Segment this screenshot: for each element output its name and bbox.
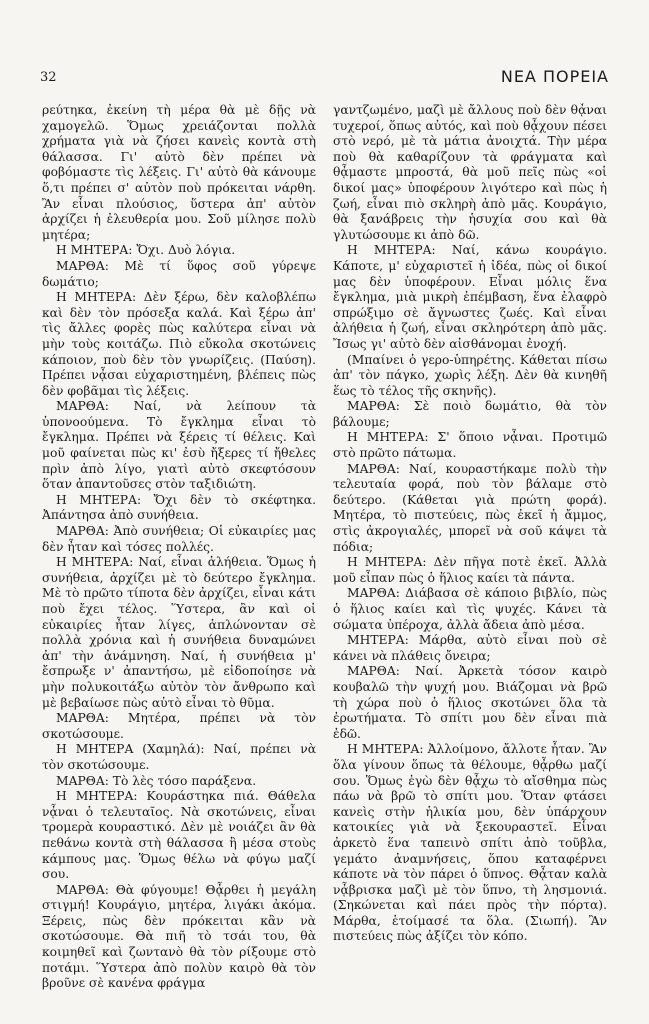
paragraph: ΜΑΡΘΑ: Σὲ ποιὸ δωμάτιο, θὰ τὸν βάλουμε; [333, 399, 607, 429]
paragraph: ΜΑΡΘΑ: Θὰ φύγουμε! Θᾆρθει ἡ μεγάλη στιγμή! Κουράγιο, μητέρα, λιγάκι ἀκόμα. Ξέρεις, πὼς δὲν πρόκειται κἂν νὰ σκοτώσουμε. Θὰ πιῆ τὸ τσάι του, θὰ κοιμηθεῖ καὶ ζωντανὸ θὰ τὸν ρίξουμε στὸ ποτάμι. Ὕστερα ἀπὸ πολὺν καιρὸ θὰ τὸν βροῦνε σὲ κανένα φράγμα [42, 882, 316, 991]
paragraph: ρεύτηκα, ἐκείνη τὴ μέρα θὰ μὲ δῇς νὰ χαμογελῶ. Ὅμως χρειάζονται πολλὰ χρήματα γιὰ νὰ ζήσει κανεὶς κοντὰ στὴ θάλασσα. Γι' αὐτὸ δὲν πρέπει νὰ φοβόμαστε τὶς λέξεις. Γι' αὐτὸ θὰ κάνουμε ὅ,τι πρέπει σ' αὐτὸν ποὺ πρόκειται νάρθη. Ἂν εἶναι πλούσιος, ὕστερα ἀπ' αὐτὸν ἀρχίζει ἡ ἐλευθερία μου. Σοῦ μίλησε πολὺ μητέρα; [42, 103, 316, 242]
paragraph: Η ΜΗΤΕΡΑ: Ὄχι δὲν τὸ σκέφτηκα. Ἀπάντησα ἀπὸ συνήθεια. [42, 492, 316, 523]
paragraph: Η ΜΗΤΕΡΑ: Ναί, εἶναι ἀλήθεια. Ὅμως ἡ συνήθεια, ἀρχίζει μὲ τὸ δεύτερο ἔγκλημα. Μὲ τὸ πρῶτο τίποτα δὲν ἀρχίζει, εἶναι κάτι ποὺ ἔχει τέλος. Ὕστερα, ἂν καὶ οἱ εὐκαιρίες ἦταν λίγες, ἁπλώνονταν σὲ πολλὰ χρόνια καὶ ἡ συνήθεια δυναμώνει ἀπ' τὴν ἀνάμνηση. Ναί, ἡ συνήθεια μ' ἔσπρωξε ν' ἀπαντήσω, μὲ εἰδοποίησε νὰ μὴν πολυκοιτάξω αὐτὸν τὸν ἄνθρωπο καὶ μὲ βεβαίωσε πὼς αὐτὸ εἶναι τὸ θῦμα. [42, 555, 316, 710]
paragraph: ΜΑΡΘΑ: Διάβασα σὲ κάποιο βιβλίο, πὼς ὁ ἥλιος καίει καὶ τὶς ψυχές. Κάνει τὰ σώματα ὑπέροχα, ἀλλὰ ἄδεια ἀπὸ μέσα. [333, 586, 607, 632]
running-title: ΝΕΑ ΠΟΡΕΙΑ [500, 67, 609, 86]
text-column-left [42, 103, 316, 1003]
paragraph: (Μπαίνει ὁ γερο-ὑπηρέτης. Κάθεται πίσω ἀπ' τὸν πάγκο, χωρὶς λέξη. Δὲν θὰ κινηθῆ ἕως τὸ τέλος τῆς σκηνῆς). [333, 352, 607, 398]
page-number: 32 [40, 70, 57, 85]
paragraph: ΜΑΡΘΑ: Ναί, νὰ λείπουν τὰ ὑπονοούμενα. Τὸ ἔγκλημα εἶναι τὸ ἔγκλημα. Πρέπει νὰ ξέρεις τί θέλεις. Καὶ μοῦ φαίνεται πὼς κι' ἐσὺ ἤξερες τί ἤθελες πρὶν ἀπὸ λίγο, γιατὶ αὐτὸ σκεφτόσουν ὅταν ἀπαντοῦσες στὸν ταξιδιώτη. [42, 399, 316, 492]
paragraph: ΜΗΤΕΡΑ: Μάρθα, αὐτὸ εἶναι ποὺ σὲ κάνει νὰ πλάθεις ὄνειρα; [333, 633, 607, 663]
paragraph: Η ΜΗΤΕΡΑ: Σ' ὅποιο νᾆναι. Προτιμῶ στὸ πρῶτο πάτωμα. [333, 430, 607, 461]
paragraph: Η ΜΗΤΕΡΑ: Ναί, κάνω κουράγιο. Κάποτε, μ' εὐχαριστεῖ ἡ ἰδέα, πὼς οἱ δικοί μας δὲν ὑποφέρουν. Εἶναι μόλις ἕνα ἔγκλημα, μιὰ μικρὴ ἐπέμβαση, ἕνα ἐλαφρὸ σπρώξιμο σὲ ἄγνωστες ζωές. Καὶ εἶναι ἀλήθεια ἡ ζωή, εἶναι σκληρότερη ἀπὸ μᾶς. Ἴσως γι' αὐτὸ δὲν αἰσθάνομαι ἐνοχή. [333, 243, 607, 351]
paragraph: Η ΜΗΤΕΡΑ: Δὲν πῆγα ποτὲ ἐκεῖ. Ἀλλὰ μοῦ εἶπαν πὼς ὁ ἥλιος καίει τὰ πάντα. [333, 555, 607, 585]
paragraph: ΜΑΡΘΑ: Μητέρα, πρέπει νὰ τὸν σκοτώσουμε. [42, 711, 316, 741]
page-header [40, 64, 609, 88]
paragraph: γαντζωμένο, μαζὶ μὲ ἄλλους ποὺ δὲν θᾆναι τυχεροί, ὅπως αὐτός, καὶ ποὺ θᾆχουν πέσει στὸ νερό, μὲ τὰ μάτια ἀνοιχτά. Τὴν μέρα ποὺ θὰ καθαρίζουν τὰ φράγματα καὶ θᾆμαστε μπροστά, θὰ μοῦ πεῖς πὼς «οἱ δικοί μας» ὑποφέρουν λιγότερο καὶ πὼς ἡ ζωή, εἶναι πιὸ σκληρὴ ἀπὸ μᾶς. Κουράγιο, θὰ ξανάβρεις τὴν ἡσυχία σου καὶ θὰ γλυτώσουμε κι ἀπὸ δῶ. [333, 103, 607, 242]
paragraph: ΜΑΡΘΑ: Ναί, κουραστήκαμε πολὺ τὴν τελευταία φορά, ποὺ τὸν βάλαμε στὸ δεύτερο. (Κάθεται γιὰ πρώτη φορά). Μητέρα, τὸ πιστεύεις, πὼς ἐκεῖ ἡ ἄμμος, στὶς ἀκρογιαλές, μπορεῖ νὰ σοῦ κάψει τὰ πόδια; [333, 461, 607, 554]
paragraph: Η ΜΗΤΕΡΑ (Χαμηλά): Ναί, πρέπει νὰ τὸν σκοτώσουμε. [42, 742, 316, 772]
paragraph: Η ΜΗΤΕΡΑ: Ὄχι. Δυὸ λόγια. [56, 243, 236, 258]
paragraph: Η ΜΗΤΕΡΑ: Δὲν ξέρω, δὲν καλοβλέπω καὶ δὲν τὸν πρόσεξα καλά. Καὶ ξέρω ἀπ' τὶς ἄλλες φορὲς πὼς καλύτερα εἶναι νὰ μὴν τοὺς κοιτάζω. Πιὸ εὔκολα σκοτώνεις κάποιον, ποὺ δὲν τὸν γνωρίζεις. (Παύση). Πρέπει νᾆσαι εὐχαριστημένη, βλέπεις πὼς δὲν φοβᾶμαι τὶς λέξεις. [42, 290, 316, 398]
paragraph: ΜΑΡΘΑ: Ναί. Ἀρκετὰ τόσον καιρὸ κουβαλῶ τὴν ψυχή μου. Βιάζομαι νὰ βρῶ τὴ χώρα ποὺ ὁ ἥλιος σκοτώνει ὅλα τὰ ἐρωτήματα. Τὸ σπίτι μου δὲν εἶναι πιὰ ἐδῶ. [333, 664, 607, 741]
paragraph: ΜΑΡΘΑ: Μὲ τί ὕφος σοῦ γύρεψε δωμάτιο; [42, 258, 316, 289]
text-column-right [333, 103, 607, 1003]
paragraph: ΜΑΡΘΑ: Τὸ λὲς τόσο παράξενα. [56, 773, 257, 788]
paragraph: Η ΜΗΤΕΡΑ: Κουράστηκα πιά. Θάθελα νᾆναι ὁ τελευταῖος. Νὰ σκοτώνεις, εἶναι τρομερὰ κουραστικό. Δὲν μὲ νοιάζει ἂν θὰ πεθάνω κοντὰ στὴ θάλασσα ἢ μέσα στοὺς κάμπους μας. Ὅμως θέλω νὰ φύγω μαζί σου. [42, 789, 316, 882]
paragraph: ΜΑΡΘΑ: Ἀπὸ συνήθεια; Οἱ εὐκαιρίες μας δὲν ἦταν καὶ τόσες πολλές. [42, 524, 316, 554]
paragraph: Η ΜΗΤΕΡΑ: Ἀλλοίμονο, ἄλλοτε ἦταν. Ἂν ὅλα γίνουν ὅπως τὰ θέλουμε, θᾆρθω μαζί σου. Ὅμως ἐγὼ δὲν θᾆχω τὸ αἴσθημα πὼς πάω νὰ βρῶ τὸ σπίτι μου. Ὅταν φτάσει κανεὶς στὴν ἡλικία μου, δὲν ὑπάρχουν κατοικίες γιὰ νὰ ξεκουραστεῖ. Εἶναι ἀρκετὸ ἕνα ταπεινὸ σπίτι ἀπὸ τοῦβλα, γεμάτο ἀναμνήσεις, ὅπου καταφέρνει κάποτε νὰ τὸν πάρει ὁ ὕπνος. Θᾆταν καλὰ νᾆβρισκα μαζὶ μὲ τὸν ὕπνο, τὴ λησμονιά. (Σηκώνεται καὶ πάει πρὸς τὴν πόρτα). Μάρθα, ἑτοίμασέ τα ὅλα. (Σιωπή). Ἂν πιστεύεις πὼς ἀξίζει τὸν κόπο. [333, 742, 607, 944]
